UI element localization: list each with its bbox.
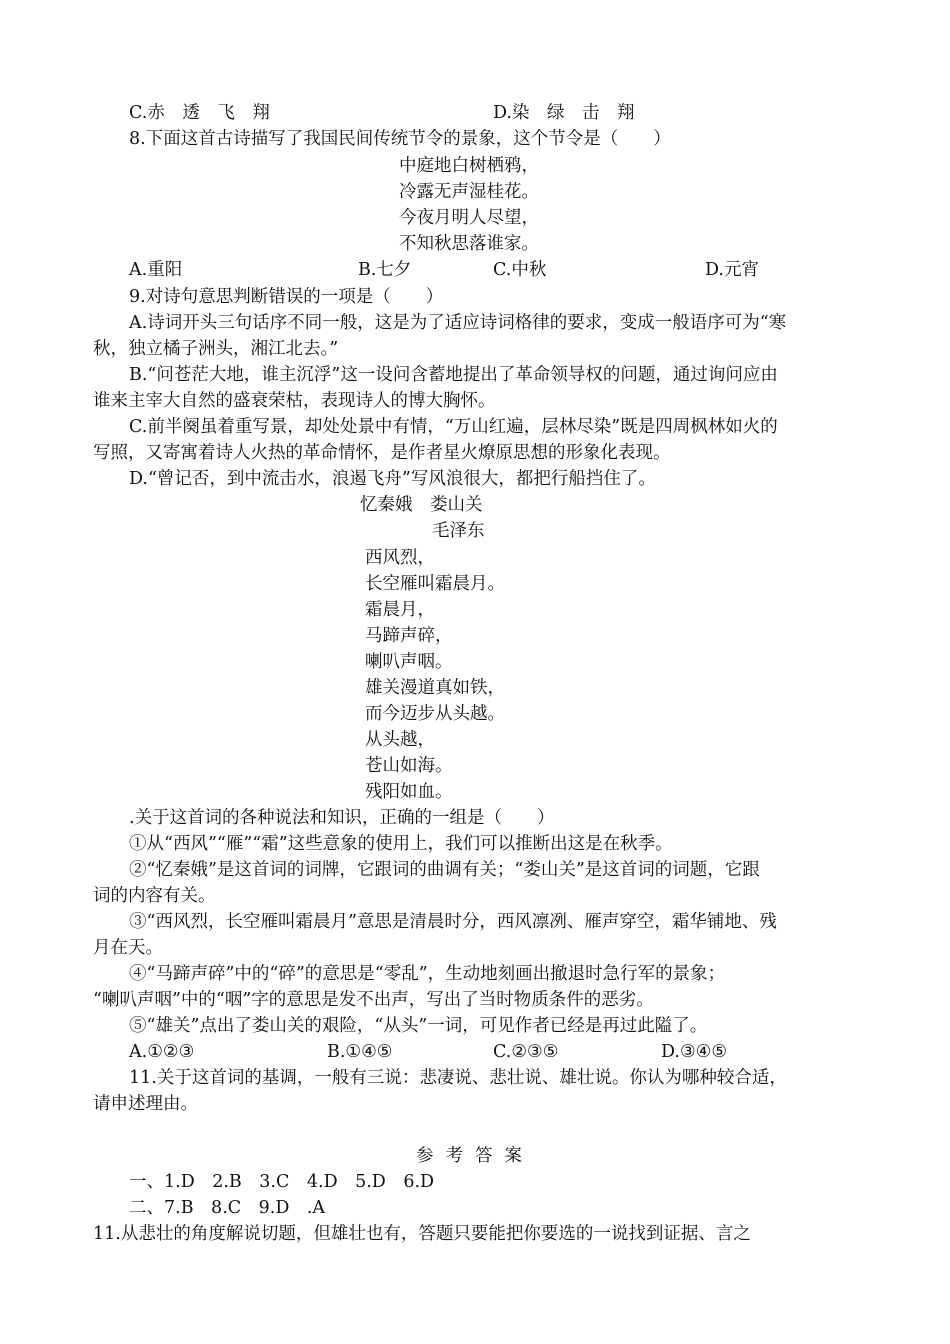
answers-row-1: 一、1.D 2.B 3.C 4.D 5.D 6.D [129,1172,435,1192]
q10-option-b: B.①④⑤ [327,1042,393,1062]
poem-line: 喇叭声咽。 [365,652,453,672]
answers-row-2: 二、7.B 8.C 9.D .A [129,1198,326,1218]
q10-option-a: A.①②③ [129,1042,195,1062]
q10-statement-3-cont: 月在天。 [93,938,163,958]
q10-statement-4: ④“马蹄声碎”中的“碎”的意思是“零乱”，生动地刻画出撤退时急行军的景象； [129,964,726,984]
poem-title: 忆秦娥 娄山关 [360,495,483,515]
q11-stem-cont: 请申述理由。 [93,1094,198,1114]
answers-heading: 参考答案 [416,1146,534,1166]
q9-option-d: D.“曾记否，到中流击水，浪遏飞舟”写风浪很大，都把行船挡住了。 [129,469,656,489]
q8-poem-line: 中庭地白树栖鸦， [399,156,539,176]
q9-option-a-cont: 秋，独立橘子洲头，湘江北去。” [93,339,339,359]
q10-statement-3: ③“西风烈，长空雁叫霜晨月”意思是清晨时分，西风凛冽、雁声穿空，霜华铺地、残 [129,912,777,932]
poem-line: 雄关漫道真如铁， [365,678,505,698]
q9-option-a: A.诗词开头三句话序不同一般，这是为了适应诗词格律的要求，变成一般语序可为“寒 [129,313,787,333]
poem-line: 西风烈， [365,548,435,568]
q10-statement-2-cont: 词的内容有关。 [93,886,216,906]
q8-option-d: D.元宵 [705,260,759,280]
q10-statement-4-cont: “喇叭声咽”中的“咽”字的意思是发不出声，写出了当时物质条件的恶劣。 [93,990,654,1010]
q9-option-b-cont: 谁来主宰大自然的盛衰荣枯，表现诗人的博大胸怀。 [93,391,496,411]
q8-option-c: C.中秋 [493,260,547,280]
q10-option-c: C.②③⑤ [493,1042,559,1062]
poem-line: 残阳如血。 [365,782,453,802]
q8-poem-line: 不知秋思落谁家。 [399,234,539,254]
answers-row-3: 11.从悲壮的角度解说切题，但雄壮也有，答题只要能把你要选的一说找到证据、言之 [93,1224,751,1244]
q8-stem: 8.下面这首古诗描写了我国民间传统节令的景象，这个节令是（ ） [129,129,671,149]
q11-stem: 11.关于这首词的基调，一般有三说：悲凄说、悲壮说、雄壮说。你认为哪种较合适， [129,1068,787,1088]
poem-line: 苍山如海。 [365,756,453,776]
poem-line: 马蹄声碎， [365,626,453,646]
q8-option-b: B.七夕 [358,260,412,280]
q8-poem-line: 今夜月明人尽望， [399,208,539,228]
poem-line: 霜晨月， [365,600,435,620]
q10-statement-1: ①从“西风”“雁”“霜”这些意象的使用上，我们可以推断出这是在秋季。 [129,834,673,854]
poem-line: 长空雁叫霜晨月。 [365,574,505,594]
q10-option-d: D.③④⑤ [661,1042,728,1062]
q7-option-d: D.染 绿 击 翔 [493,103,635,123]
q9-option-c-cont: 写照，又寄寓着诗人火热的革命情怀，是作者星火燎原思想的形象化表现。 [93,443,671,463]
q10-statement-2: ②“忆秦娥”是这首词的词牌，它跟词的曲调有关；“娄山关”是这首词的词题，它跟 [129,860,760,880]
poem-line: 而今迈步从头越。 [365,704,505,724]
q8-option-a: A.重阳 [129,260,183,280]
q10-stem: .关于这首词的各种说法和知识，正确的一组是（ ） [129,808,555,828]
q10-statement-5: ⑤“雄关”点出了娄山关的艰险，“从头”一词，可见作者已经是再过此隘了。 [129,1016,708,1036]
q9-stem: 9.对诗句意思判断错误的一项是（ ） [129,287,444,307]
poem-line: 从头越， [365,730,435,750]
q8-poem-line: 冷露无声湿桂花。 [399,182,539,202]
q9-option-b: B.“问苍茫大地，谁主沉浮”这一设问含蓄地提出了革命领导权的问题，通过询问应由 [129,365,778,385]
poem-author: 毛泽东 [432,521,485,541]
q9-option-c: C.前半阕虽着重写景，却处处景中有情，“万山红遍，层林尽染”既是四周枫林如火的 [129,417,778,437]
q7-option-c: C.赤 透 飞 翔 [129,103,270,123]
